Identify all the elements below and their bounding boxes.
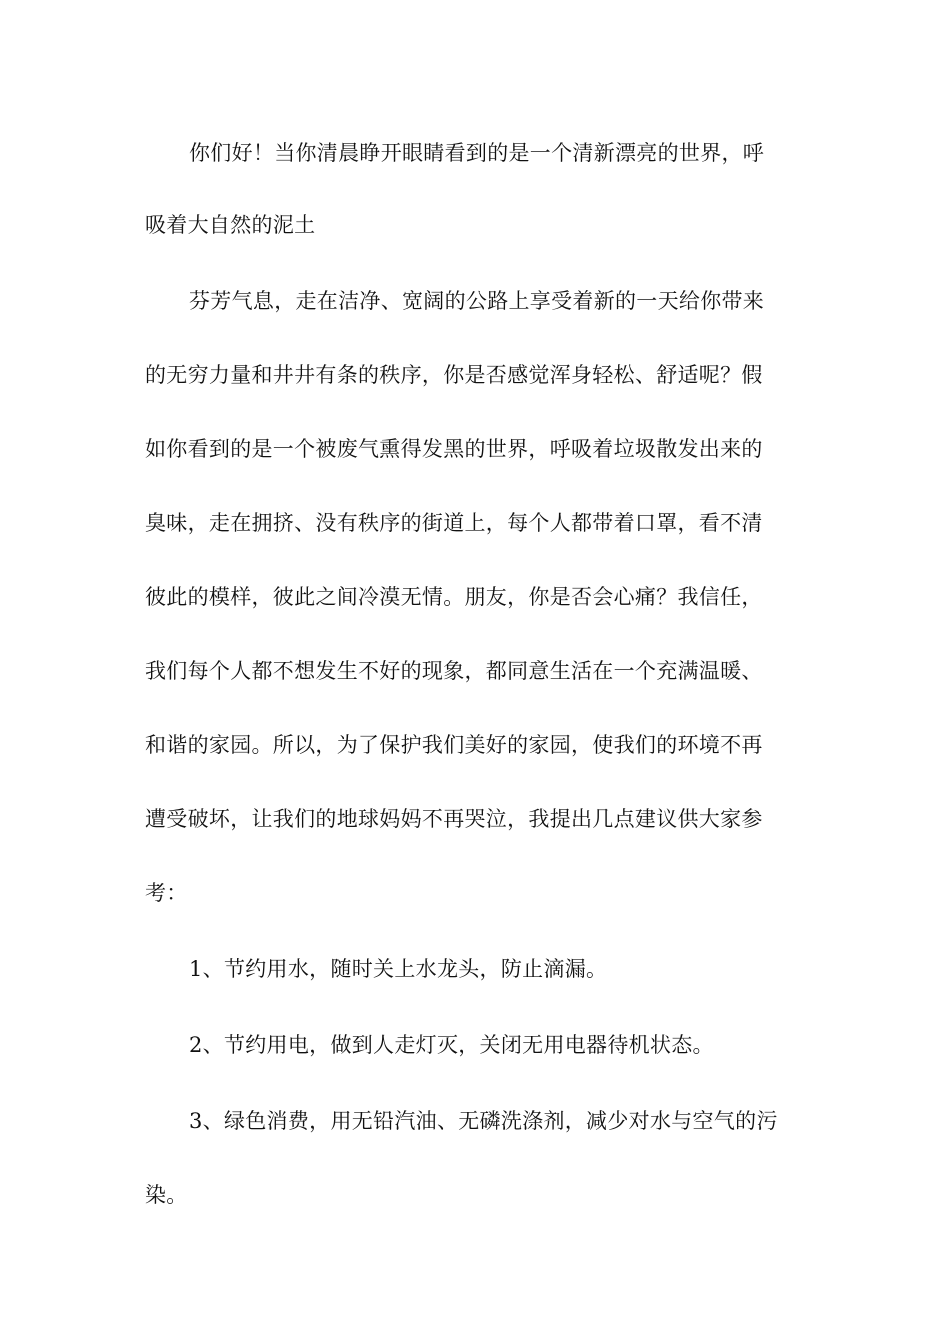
paragraph-line: 臭味，走在拥挤、没有秩序的街道上，每个人都带着口罩，看不清 <box>145 511 763 535</box>
paragraph-line: 你们好！当你清晨睁开眼睛看到的是一个清新漂亮的世界，呼 <box>189 141 765 165</box>
list-item: 3、绿色消费，用无铅汽油、无磷洗涤剂，减少对水与空气的污 <box>189 1109 778 1133</box>
paragraph-line: 芬芳气息，走在洁净、宽阔的公路上享受着新的一天给你带来 <box>189 289 765 313</box>
paragraph-line: 我们每个人都不想发生不好的现象，都同意生活在一个充满温暖、 <box>145 659 763 683</box>
paragraph-line: 和谐的家园。所以，为了保护我们美好的家园，使我们的环境不再 <box>145 733 763 757</box>
list-item: 2、节约用电，做到人走灯灭，关闭无用电器待机状态。 <box>189 1033 714 1057</box>
paragraph-line: 如你看到的是一个被废气熏得发黑的世界，呼吸着垃圾散发出来的 <box>145 437 763 461</box>
paragraph-line: 考： <box>145 881 188 905</box>
paragraph-line: 遭受破坏，让我们的地球妈妈不再哭泣，我提出几点建议供大家参 <box>145 807 763 831</box>
paragraph-line: 染。 <box>145 1183 188 1207</box>
paragraph-line: 吸着大自然的泥土 <box>145 213 316 237</box>
list-item: 1、节约用水，随时关上水龙头，防止滴漏。 <box>189 957 608 981</box>
paragraph-line: 彼此的模样，彼此之间冷漠无情。朋友，你是否会心痛？我信任， <box>145 585 763 609</box>
paragraph-line: 的无穷力量和井井有条的秩序，你是否感觉浑身轻松、舒适呢？假 <box>145 363 763 387</box>
